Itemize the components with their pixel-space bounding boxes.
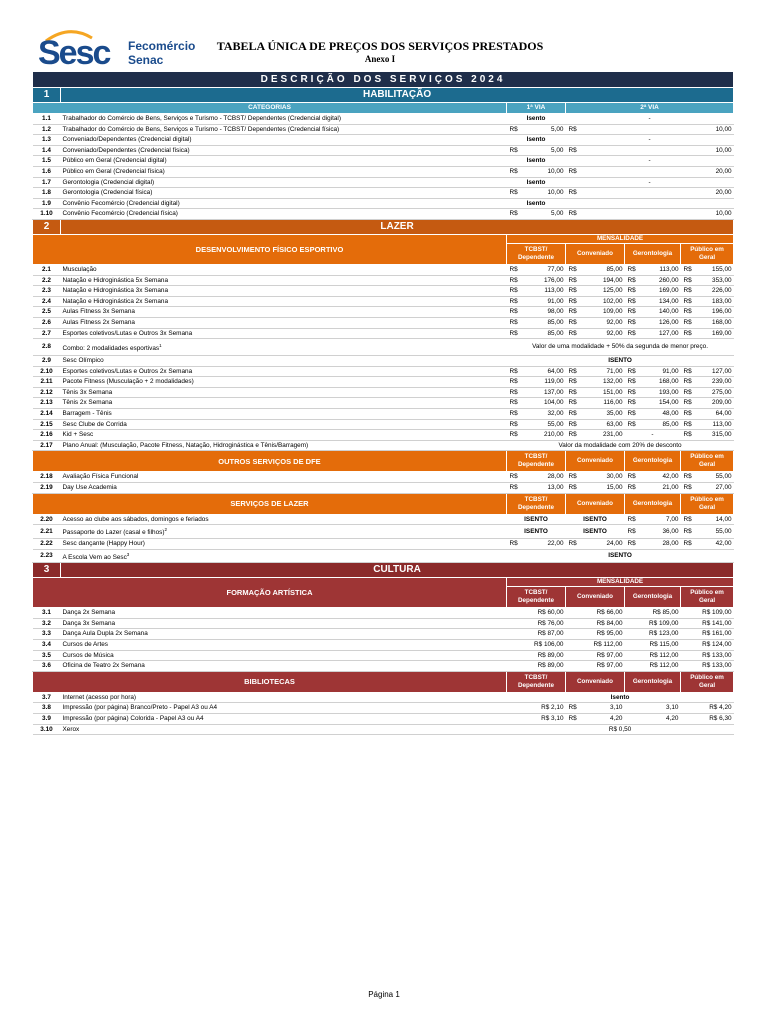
price-value: R$ 112,00: [625, 650, 681, 661]
item-description: Gerontologia (Credencial digital): [61, 177, 507, 188]
document-subtitle: Anexo I: [364, 54, 396, 64]
habilitacao-header: [33, 103, 734, 114]
item-number: 2.2: [33, 275, 61, 286]
price-2a-via: 20,00: [577, 188, 734, 199]
price-value: R$ 95,00: [566, 629, 625, 640]
item-description: Público em Geral (Credencial física): [61, 166, 507, 177]
item-number: 2.12: [33, 387, 61, 398]
item-description: Conveniado/Dependentes (Credencial digital): [61, 135, 507, 146]
sesc-fecomercio-senac-logo: [38, 34, 196, 72]
isento-label: ISENTO: [507, 356, 734, 367]
price-value: 113,00: [636, 264, 681, 275]
formacao-artistica-header: [33, 578, 734, 587]
habilitacao-row: [33, 114, 734, 125]
price-2a-via: 10,00: [577, 145, 734, 156]
item-number: 2.10: [33, 366, 61, 377]
price-1a-via: 5,00: [518, 209, 566, 220]
item-number: 3.1: [33, 608, 61, 619]
price-value: 193,00: [636, 387, 681, 398]
price-value: R$ 124,00: [681, 640, 734, 651]
price-2a-via: 10,00: [577, 209, 734, 220]
price-1a-via: Isento: [507, 135, 566, 146]
item-description: Musculação: [61, 264, 507, 275]
price-value: 27,00: [692, 483, 734, 494]
item-number: 1.7: [33, 177, 61, 188]
price-2a-via: [566, 198, 734, 209]
col-header: Conveniado: [566, 493, 625, 514]
bibliotecas-header: [33, 671, 734, 692]
item-number: 3.3: [33, 629, 61, 640]
col-header: Gerontologia: [625, 671, 681, 692]
price-value: 98,00: [518, 307, 566, 318]
price-value: 85,00: [636, 419, 681, 430]
col-header: TCBST/ Dependente: [507, 587, 566, 608]
item-description: Impressão (por página) Colorida - Papel A3 ou A4: [61, 714, 507, 725]
price-value: R$ 133,00: [681, 661, 734, 672]
price-value: 126,00: [636, 317, 681, 328]
price-value: 239,00: [692, 377, 734, 388]
price-row: 2.10 Esportes coletivos/Lutas e Outros 2x Semana R$ 64,00 R$ 71,00 R$ 91,00 R$ 127,00: [33, 366, 734, 377]
col-header: Público em Geral: [681, 243, 734, 264]
price-value: 85,00: [518, 328, 566, 339]
logo-senac-text: Senac: [128, 53, 164, 67]
price-1a-via: Isento: [507, 177, 566, 188]
price-value: 28,00: [518, 472, 566, 483]
habilitacao-row: [33, 177, 734, 188]
price-value: R$ 112,00: [566, 640, 625, 651]
item-number: 1.1: [33, 114, 61, 125]
habilitacao-row: [33, 156, 734, 167]
formacao-artistica-title: FORMAÇÃO ARTÍSTICA: [33, 578, 507, 608]
item-description: Day Use Academia: [61, 483, 507, 494]
item-number: 3.9: [33, 714, 61, 725]
price-row: [33, 608, 734, 619]
item-description: Dança 3x Semana: [61, 618, 507, 629]
habilitacao-row: 1.4 Conveniado/Dependentes (Credencial física) R$ 5,00 R$ 10,00: [33, 145, 734, 156]
price-value: R$ 109,00: [625, 618, 681, 629]
item-description: Cursos de Música: [61, 650, 507, 661]
item-number: 2.23: [33, 549, 61, 563]
price-1a-via: Isento: [507, 156, 566, 167]
item-number: 2.9: [33, 356, 61, 367]
price-value: 169,00: [692, 328, 734, 339]
logo-fecomercio-text: Fecomércio: [128, 39, 196, 53]
col-header: TCBST/ Dependente: [507, 671, 566, 692]
price-row: 2.19 Day Use Academia R$ 13,00 R$ 15,00 R$ 21,00 R$ 27,00: [33, 483, 734, 494]
price-2a-via: 20,00: [577, 166, 734, 177]
price-row: 2.2 Natação e Hidroginástica 5x Semana R$ 176,00 R$ 194,00 R$ 260,00 R$ 353,00: [33, 275, 734, 286]
price-value: 176,00: [518, 275, 566, 286]
item-description: Internet (acesso por hora): [61, 692, 507, 703]
price-value: 137,00: [518, 387, 566, 398]
price-value: 154,00: [636, 398, 681, 409]
price-value: R$ 76,00: [507, 618, 566, 629]
price-value: 155,00: [692, 264, 734, 275]
price-value: R$ 87,00: [507, 629, 566, 640]
item-description: Trabalhador do Comércio de Bens, Serviços e Turismo - TCBST/ Dependentes (Credencial física): [61, 124, 507, 135]
price-row: 2.4 Natação e Hidroginástica 2x Semana R$ 91,00 R$ 102,00 R$ 134,00 R$ 183,00: [33, 296, 734, 307]
item-number: 2.6: [33, 317, 61, 328]
item-description: Convênio Fecomércio (Credencial física): [61, 209, 507, 220]
habilitacao-row: 1.8 Gerontologia (Credencial física) R$ 10,00 R$ 20,00: [33, 188, 734, 199]
section-number: 2: [33, 219, 61, 234]
price-value: R$ 97,00: [566, 650, 625, 661]
price-value: R$ 112,00: [625, 661, 681, 672]
item-description: Sesc dançante (Happy Hour): [61, 538, 507, 549]
item-number: 1.5: [33, 156, 61, 167]
price-value: 85,00: [577, 264, 625, 275]
item-description: Barragem - Tênis: [61, 409, 507, 420]
col-header: Gerontologia: [625, 493, 681, 514]
item-description: Dança Aula Dupla 2x Semana: [61, 629, 507, 640]
habilitacao-row: [33, 198, 734, 209]
price-value: 194,00: [577, 275, 625, 286]
price-row: 2.1 Musculação R$ 77,00 R$ 85,00 R$ 113,00 R$ 155,00: [33, 264, 734, 275]
price-row: 2.15 Sesc Clube de Corrida R$ 55,00 R$ 63,00 R$ 85,00 R$ 113,00: [33, 419, 734, 430]
price-value: 64,00: [692, 409, 734, 420]
price-2a-via: -: [566, 135, 734, 146]
price-value: 134,00: [636, 296, 681, 307]
price-value: 119,00: [518, 377, 566, 388]
item-description: Natação e Hidroginástica 3x Semana: [61, 286, 507, 297]
price-value: 113,00: [692, 419, 734, 430]
price-value: 71,00: [577, 366, 625, 377]
item-number: 2.15: [33, 419, 61, 430]
price-value: R$ 109,00: [681, 608, 734, 619]
price-row: 2.14 Barragem - Tênis R$ 32,00 R$ 35,00 R$ 48,00 R$ 64,00: [33, 409, 734, 420]
item-number: 2.19: [33, 483, 61, 494]
price-1a-via: Isento: [507, 198, 566, 209]
price-value: 48,00: [636, 409, 681, 420]
section-lazer: [33, 219, 734, 234]
price-value: 209,00: [692, 398, 734, 409]
col-header: Conveniado: [566, 451, 625, 472]
item-description: Pacote Fitness (Musculação + 2 modalidades): [61, 377, 507, 388]
item-description: Tênis 3x Semana: [61, 387, 507, 398]
price-row: [33, 629, 734, 640]
item-description: Combo: 2 modalidades esportivas$^1$: [61, 339, 507, 356]
document-title: TABELA ÚNICA DE PREÇOS DOS SERVIÇOS PRESTADOS: [216, 39, 544, 53]
document-header: [0, 0, 768, 72]
item-number: 3.4: [33, 640, 61, 651]
item-number: 2.13: [33, 398, 61, 409]
price-row: 2.20 Acesso ao clube aos sábados, domingos e feriados ISENTO ISENTO R$ 7,00 R$ 14,00: [33, 514, 734, 525]
price-value: 91,00: [518, 296, 566, 307]
price-row: 3.7 Internet (acesso por hora) Isento: [33, 692, 734, 703]
price-row: [33, 440, 734, 451]
col-categorias: CATEGORIAS: [33, 103, 507, 114]
price-value: 63,00: [577, 419, 625, 430]
item-description: Conveniado/Dependentes (Credencial física): [61, 145, 507, 156]
price-value: 104,00: [518, 398, 566, 409]
item-description: Tênis 2x Semana: [61, 398, 507, 409]
price-value: 226,00: [692, 286, 734, 297]
main-title: DESCRIÇÃO DOS SERVIÇOS 2024: [33, 72, 734, 88]
price-value: 109,00: [577, 307, 625, 318]
section-number: 1: [33, 88, 61, 103]
logo-sesc-text: Sesc: [38, 34, 110, 72]
price-value: R$ 133,00: [681, 650, 734, 661]
price-value: 183,00: [692, 296, 734, 307]
section-cultura: [33, 563, 734, 578]
section-number: 3: [33, 563, 61, 578]
price-value: R$ 66,00: [566, 608, 625, 619]
price-value: R$ 60,00: [507, 608, 566, 619]
col-header: TCBST/ Dependente: [507, 243, 566, 264]
price-table-sheet: [32, 71, 733, 735]
outros-dfe-title: OUTROS SERVIÇOS DE DFE: [33, 451, 507, 472]
price-value: 113,00: [518, 286, 566, 297]
col-header: Gerontologia: [625, 587, 681, 608]
item-description: Kid + Sesc: [61, 430, 507, 441]
item-number: 2.4: [33, 296, 61, 307]
item-number: 2.8: [33, 339, 61, 356]
price-value: 275,00: [692, 387, 734, 398]
col-2a-via: 2ª VIA: [566, 103, 734, 114]
item-number: 2.14: [33, 409, 61, 420]
price-row: 2.18 Avaliação Física Funcional R$ 28,00 R$ 30,00 R$ 42,00 R$ 55,00: [33, 472, 734, 483]
price-value: 35,00: [577, 409, 625, 420]
col-header: TCBST/ Dependente: [507, 493, 566, 514]
price-row: [33, 661, 734, 672]
price-row: 2.13 Tênis 2x Semana R$ 104,00 R$ 116,00 R$ 154,00 R$ 209,00: [33, 398, 734, 409]
col-header: Público em Geral: [681, 587, 734, 608]
col-header: Conveniado: [566, 671, 625, 692]
dfe-title: DESENVOLVIMENTO FÍSICO ESPORTIVO: [33, 234, 507, 264]
section-title-cultura: CULTURA: [61, 563, 734, 578]
price-row: 2.6 Aulas Fitness 2x Semana R$ 85,00 R$ 92,00 R$ 126,00 R$ 168,00: [33, 317, 734, 328]
price-row: 2.5 Aulas Fitness 3x Semana R$ 98,00 R$ 109,00 R$ 140,00 R$ 196,00: [33, 307, 734, 318]
price-value: 32,00: [518, 409, 566, 420]
price-value: 85,00: [518, 317, 566, 328]
item-number: 2.11: [33, 377, 61, 388]
price-row: 2.11 Pacote Fitness (Musculação + 2 modalidades) R$ 119,00 R$ 132,00 R$ 168,00 R$ 239,00: [33, 377, 734, 388]
price-row: 3.9 Impressão (por página) Colorida - Papel A3 ou A4 R$ 3,10 R$ 4,20 4,20 R$ 6,30: [33, 714, 734, 725]
col-header: Público em Geral: [681, 671, 734, 692]
combo-description: Valor de uma modalidade + 50% da segunda de menor preço.: [507, 339, 734, 356]
price-value: 127,00: [692, 366, 734, 377]
col-header: Público em Geral: [681, 493, 734, 514]
price-value: 91,00: [636, 366, 681, 377]
price-row: 2.16 Kid + Sesc R$ 210,00 R$ 231,00 - R$ 315,00: [33, 430, 734, 441]
price-row: [33, 356, 734, 367]
price-1a-via: 10,00: [518, 166, 566, 177]
item-description: Passaporte do Lazer (casal e filhos)$^2$: [61, 525, 507, 539]
habilitacao-row: 1.10 Convênio Fecomércio (Credencial física) R$ 5,00 R$ 10,00: [33, 209, 734, 220]
item-number: 1.8: [33, 188, 61, 199]
price-value: 196,00: [692, 307, 734, 318]
price-1a-via: 5,00: [518, 145, 566, 156]
price-value: 30,00: [577, 472, 625, 483]
item-description: Plano Anual: (Musculação, Pacote Fitness, Natação, Hidroginástica e Tênis/Barragem): [61, 440, 507, 451]
item-number: 2.16: [33, 430, 61, 441]
price-value: 140,00: [636, 307, 681, 318]
price-value: 21,00: [636, 483, 681, 494]
mensalidade-label: MENSALIDADE: [507, 234, 734, 243]
price-value: R$ 161,00: [681, 629, 734, 640]
bibliotecas-title: BIBLIOTECAS: [33, 671, 507, 692]
price-2a-via: 10,00: [577, 124, 734, 135]
item-number: 3.10: [33, 724, 61, 735]
price-row: 2.12 Tênis 3x Semana R$ 137,00 R$ 151,00 R$ 193,00 R$ 275,00: [33, 387, 734, 398]
price-row: 2.23 A Escola Vem ao Sesc$^3$ ISENTO: [33, 549, 734, 563]
price-value: 127,00: [636, 328, 681, 339]
price-1a-via: Isento: [507, 114, 566, 125]
price-value: 125,00: [577, 286, 625, 297]
item-number: 2.5: [33, 307, 61, 318]
section-habilitacao: [33, 88, 734, 103]
item-description: Convênio Fecomércio (Credencial digital): [61, 198, 507, 209]
price-1a-via: 10,00: [518, 188, 566, 199]
price-table: [32, 71, 734, 735]
price-2a-via: -: [566, 156, 734, 167]
item-number: 2.18: [33, 472, 61, 483]
price-value: 151,00: [577, 387, 625, 398]
item-number: 1.6: [33, 166, 61, 177]
item-number: 3.6: [33, 661, 61, 672]
price-value: 55,00: [692, 472, 734, 483]
item-description: Acesso ao clube aos sábados, domingos e feriados: [61, 514, 507, 525]
col-header: Gerontologia: [625, 451, 681, 472]
plano-anual-description: Valor da modalidade com 20% de desconto: [507, 440, 734, 451]
item-description: Cursos de Artes: [61, 640, 507, 651]
price-value: R$ 84,00: [566, 618, 625, 629]
item-description: Aulas Fitness 2x Semana: [61, 317, 507, 328]
item-description: Sesc Olímpico: [61, 356, 507, 367]
price-value: 132,00: [577, 377, 625, 388]
col-header: Gerontologia: [625, 243, 681, 264]
price-value: R$ 85,00: [625, 608, 681, 619]
item-number: 2.3: [33, 286, 61, 297]
price-value: R$ 106,00: [507, 640, 566, 651]
item-description: A Escola Vem ao Sesc$^3$: [61, 549, 507, 563]
col-header: Conveniado: [566, 587, 625, 608]
price-row: 3.10 Xerox R$ 0,50: [33, 724, 734, 735]
item-description: Oficina de Teatro 2x Semana: [61, 661, 507, 672]
main-title-row: [33, 72, 734, 88]
habilitacao-row: 1.2 Trabalhador do Comércio de Bens, Serviços e Turismo - TCBST/ Dependentes (Credencial física) R$ 5,00 R$ 10,00: [33, 124, 734, 135]
col-header: TCBST/ Dependente: [507, 451, 566, 472]
item-number: 1.4: [33, 145, 61, 156]
section-title-habilitacao: HABILITAÇÃO: [61, 88, 734, 103]
item-number: 2.20: [33, 514, 61, 525]
item-number: 1.9: [33, 198, 61, 209]
item-description: Dança 2x Semana: [61, 608, 507, 619]
price-value: 260,00: [636, 275, 681, 286]
item-number: 2.1: [33, 264, 61, 275]
item-description: Esportes coletivos/Lutas e Outros 2x Semana: [61, 366, 507, 377]
price-row: 2.7 Esportes coletivos/Lutas e Outros 3x Semana R$ 85,00 R$ 92,00 R$ 127,00 R$ 169,00: [33, 328, 734, 339]
dfe-header: [33, 234, 734, 243]
habilitacao-row: [33, 135, 734, 146]
price-value: R$ 141,00: [681, 618, 734, 629]
item-description: Xerox: [61, 724, 507, 735]
price-value: 353,00: [692, 275, 734, 286]
item-description: Sesc Clube de Corrida: [61, 419, 507, 430]
price-row: [33, 640, 734, 651]
item-number: 2.21: [33, 525, 61, 539]
price-value: 64,00: [518, 366, 566, 377]
page-number: Página 1: [368, 990, 400, 999]
item-description: Público em Geral (Credencial digital): [61, 156, 507, 167]
item-number: 3.8: [33, 703, 61, 714]
price-value: 102,00: [577, 296, 625, 307]
item-description: Impressão (por página) Branco/Preto - Papel A3 ou A4: [61, 703, 507, 714]
price-value: 42,00: [636, 472, 681, 483]
servicos-lazer-title: SERVIÇOS DE LAZER: [33, 493, 507, 514]
price-1a-via: 5,00: [518, 124, 566, 135]
price-value: 77,00: [518, 264, 566, 275]
item-number: 2.17: [33, 440, 61, 451]
price-value: 168,00: [636, 377, 681, 388]
item-number: 2.22: [33, 538, 61, 549]
item-number: 3.5: [33, 650, 61, 661]
price-value: 55,00: [518, 419, 566, 430]
price-value: 15,00: [577, 483, 625, 494]
price-value: R$ 115,00: [625, 640, 681, 651]
price-row: 2.22 Sesc dançante (Happy Hour) R$ 22,00 R$ 24,00 R$ 28,00 R$ 42,00: [33, 538, 734, 549]
item-description: Natação e Hidroginástica 5x Semana: [61, 275, 507, 286]
price-value: R$ 89,00: [507, 661, 566, 672]
price-value: 92,00: [577, 328, 625, 339]
item-description: Gerontologia (Credencial física): [61, 188, 507, 199]
item-description: Trabalhador do Comércio de Bens, Serviços e Turismo - TCBST/ Dependentes (Credencial digital): [61, 114, 507, 125]
item-description: Avaliação Física Funcional: [61, 472, 507, 483]
habilitacao-row: 1.6 Público em Geral (Credencial física) R$ 10,00 R$ 20,00: [33, 166, 734, 177]
item-number: 1.3: [33, 135, 61, 146]
price-value: 92,00: [577, 317, 625, 328]
item-description: Natação e Hidroginástica 2x Semana: [61, 296, 507, 307]
price-value: 116,00: [577, 398, 625, 409]
price-value: R$ 123,00: [625, 629, 681, 640]
price-row: [33, 339, 734, 356]
price-row: 3.8 Impressão (por página) Branco/Preto - Papel A3 ou A4 R$ 2,10 R$ 3,10 3,10 R$ 4,20: [33, 703, 734, 714]
outros-dfe-header: [33, 451, 734, 472]
item-number: 1.10: [33, 209, 61, 220]
section-title-lazer: LAZER: [61, 219, 734, 234]
servicos-lazer-header: [33, 493, 734, 514]
price-row: [33, 618, 734, 629]
price-2a-via: -: [566, 114, 734, 125]
price-row: [33, 650, 734, 661]
col-header: Público em Geral: [681, 451, 734, 472]
price-value: 169,00: [636, 286, 681, 297]
item-number: 1.2: [33, 124, 61, 135]
price-value: R$ 89,00: [507, 650, 566, 661]
price-row: 2.3 Natação e Hidroginástica 3x Semana R$ 113,00 R$ 125,00 R$ 169,00 R$ 226,00: [33, 286, 734, 297]
mensalidade-label: MENSALIDADE: [507, 578, 734, 587]
item-number: 3.2: [33, 618, 61, 629]
item-description: Aulas Fitness 3x Semana: [61, 307, 507, 318]
price-value: 13,00: [518, 483, 566, 494]
price-2a-via: -: [566, 177, 734, 188]
item-number: 3.7: [33, 692, 61, 703]
price-value: 168,00: [692, 317, 734, 328]
col-1a-via: 1ª VIA: [507, 103, 566, 114]
item-description: Esportes coletivos/Lutas e Outros 3x Semana: [61, 328, 507, 339]
col-header: Conveniado: [566, 243, 625, 264]
price-value: R$ 97,00: [566, 661, 625, 672]
price-row: 2.21 Passaporte do Lazer (casal e filhos)$^2$ ISENTO ISENTO R$ 36,00 R$ 55,00: [33, 525, 734, 539]
item-number: 2.7: [33, 328, 61, 339]
